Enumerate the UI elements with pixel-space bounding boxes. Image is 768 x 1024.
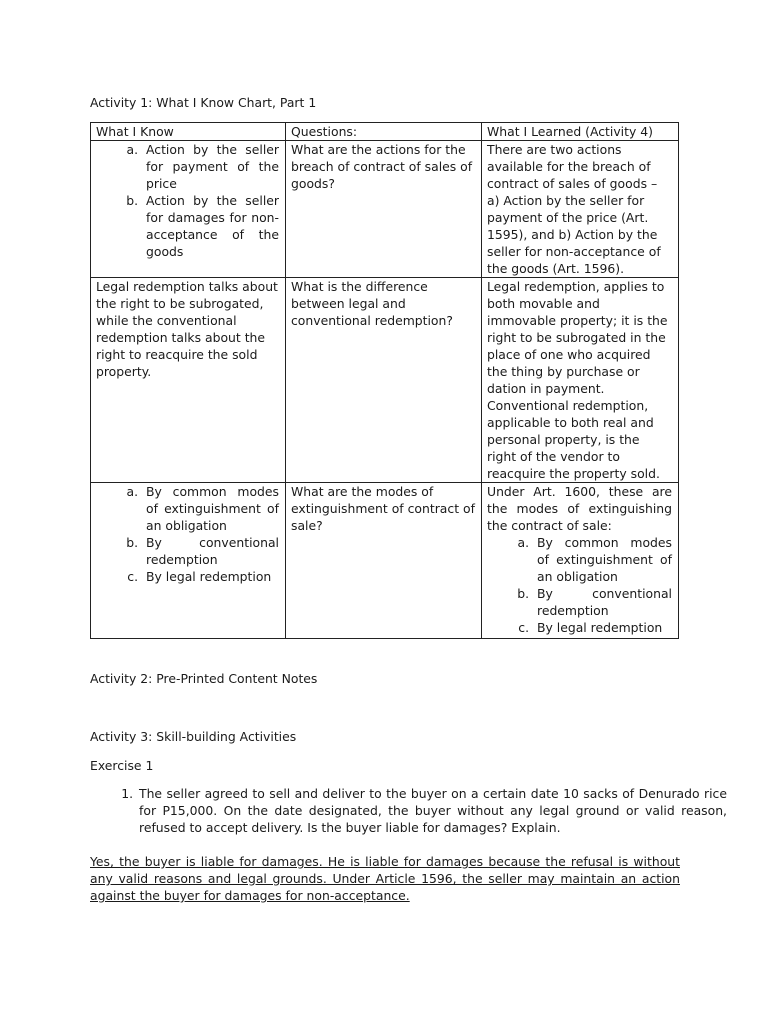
know-cell <box>91 483 286 639</box>
table-row <box>91 141 679 278</box>
question-cell: What are the modes of extinguishment of contract of sale? <box>286 483 482 639</box>
exercise-title: Exercise 1 <box>90 758 154 773</box>
question-cell: What are the actions for the breach of contract of sales of goods? <box>286 141 482 278</box>
know-list <box>96 141 279 260</box>
header-what-i-know: What I Know <box>91 123 286 141</box>
exercise-question: 1. The seller agreed to sell and deliver to the buyer on a certain date 10 sacks of Denurado rice for P15,000. On the date designated, the buyer without any legal ground or valid reason, refused to accept delivery. Is the buyer liable for damages? Explain. <box>137 785 727 836</box>
activity1-title: Activity 1: What I Know Chart, Part 1 <box>90 95 317 110</box>
learned-cell: Legal redemption, applies to both movable and immovable property; it is the right to be subrogated in the place of one who acquired the thing by purchase or dation in payment. Conventional redemption, applicable to both real and personal property, is the right of the vendor to reacquire the property sold. <box>482 278 679 483</box>
know-list <box>96 483 279 585</box>
learned-cell: There are two actions available for the breach of contract of sales of goods – a) Action by the seller for payment of the price (Art. 1595), and b) Action by the seller for non-acceptance of the goods (Art. 1596). <box>482 141 679 278</box>
learned-list <box>487 534 672 636</box>
know-cell: Legal redemption talks about the right to be subrogated, while the conventional redemption talks about the right to reacquire the sold property. <box>91 278 286 483</box>
what-i-know-chart <box>90 122 679 639</box>
header-what-i-learned: What I Learned (Activity 4) <box>482 123 679 141</box>
table-row <box>91 278 679 483</box>
exercise-answer: Yes, the buyer is liable for damages. He is liable for damages because the refusal is without any valid reasons and legal grounds. Under Article 1596, the seller may maintain an action against the buyer for damages for non-acceptance. <box>90 854 680 903</box>
list-item: a. Action by the seller for payment of the price <box>142 141 279 192</box>
question-cell: What is the difference between legal and conventional redemption? <box>286 278 482 483</box>
list-item: c. By legal redemption <box>142 568 279 585</box>
exercise-list <box>90 785 727 836</box>
activity2-title: Activity 2: Pre-Printed Content Notes <box>90 671 318 686</box>
header-questions: Questions: <box>286 123 482 141</box>
list-item: b. Action by the seller for damages for non-acceptance of the goods <box>142 192 279 260</box>
list-item: b. By conventional redemption <box>533 585 672 619</box>
list-item: a. By common modes of extinguishment of an obligation <box>142 483 279 534</box>
learned-cell <box>482 483 679 639</box>
learned-intro: Under Art. 1600, these are the modes of extinguishing the contract of sale: <box>487 484 672 533</box>
table-header-row <box>91 123 679 141</box>
activity3-title: Activity 3: Skill-building Activities <box>90 729 297 744</box>
list-item: a. By common modes of extinguishment of an obligation <box>533 534 672 585</box>
know-cell <box>91 141 286 278</box>
list-item: b. By conventional redemption <box>142 534 279 568</box>
table-row <box>91 483 679 639</box>
list-item: c. By legal redemption <box>533 619 672 636</box>
